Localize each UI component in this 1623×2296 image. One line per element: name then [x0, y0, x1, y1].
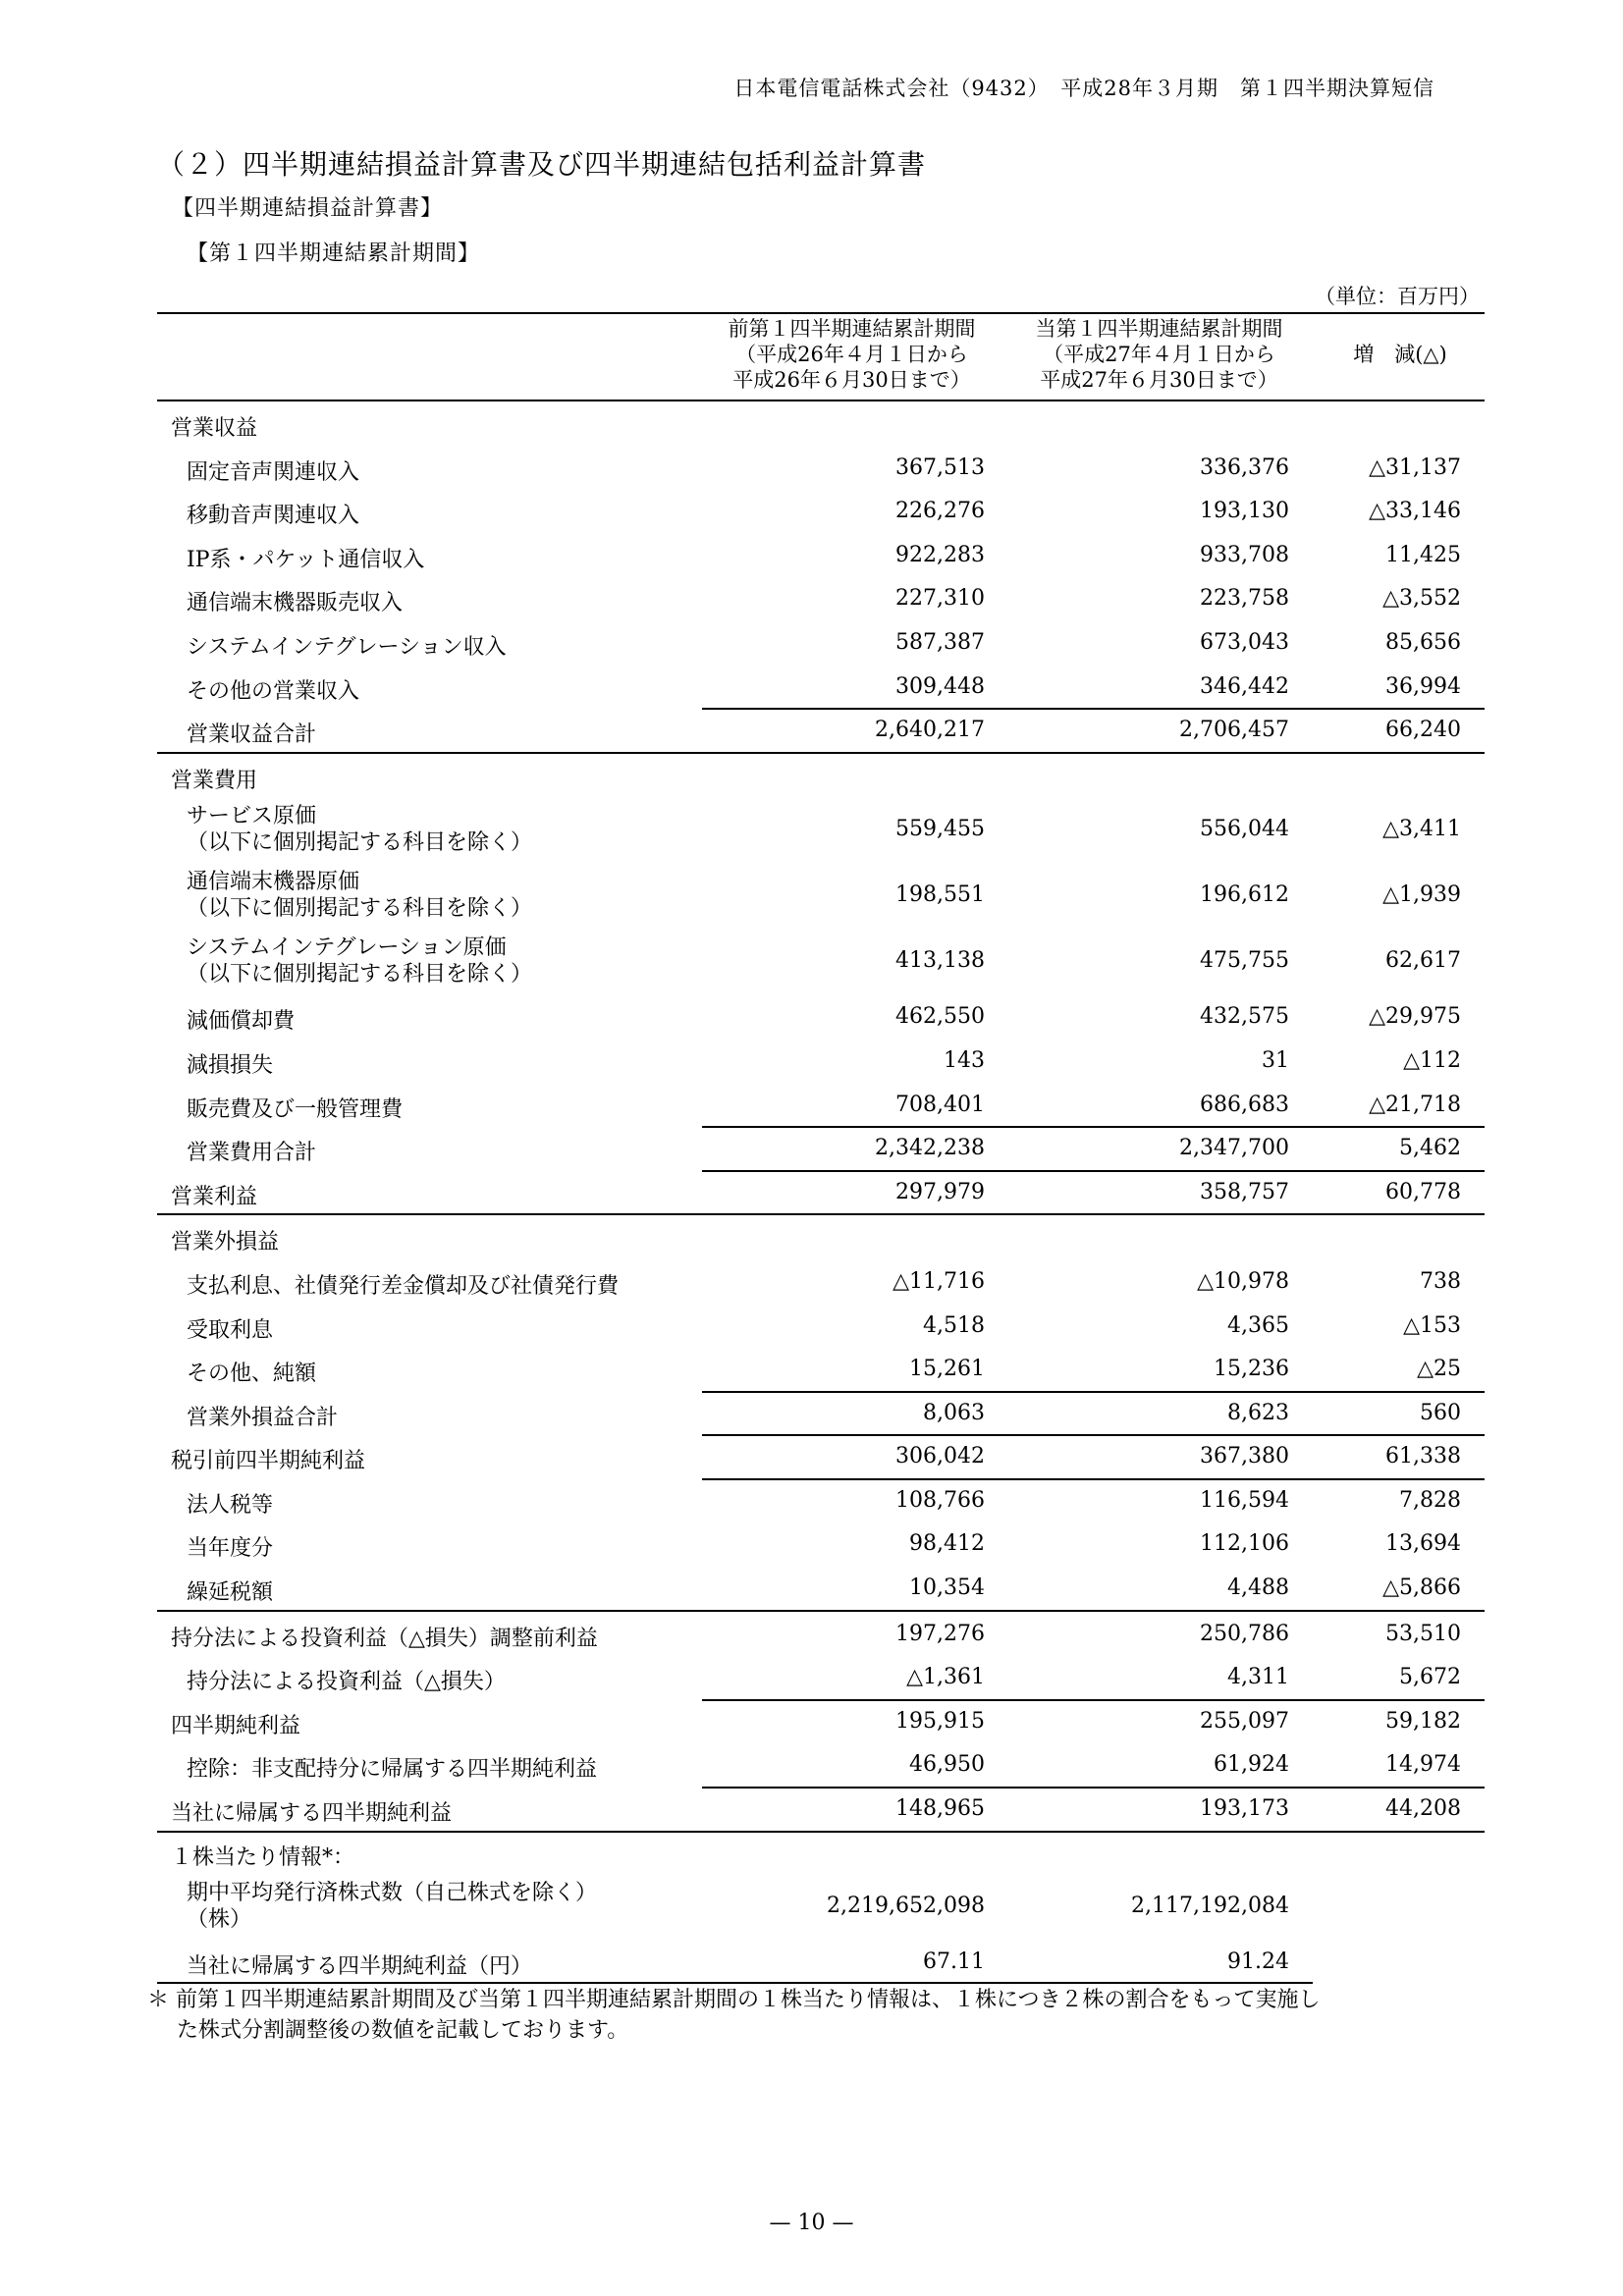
value-prev: 143 [944, 1047, 985, 1073]
value-curr: 2,117,192,084 [1131, 1894, 1289, 1919]
row-label: １株当たり情報*： [171, 1844, 355, 1870]
row-label: 税引前四半期純利益 [171, 1449, 366, 1474]
value-curr: 2,347,700 [1179, 1136, 1289, 1161]
row-label: 営業費用 [171, 768, 258, 793]
unit-label: （単位：百万円） [1315, 285, 1480, 308]
value-curr: 15,236 [1214, 1357, 1289, 1382]
row-label: 持分法による投資利益（△損失）調整前利益 [171, 1626, 598, 1651]
value-curr: 686,683 [1200, 1092, 1289, 1117]
value-curr: 31 [1262, 1047, 1289, 1073]
table-row [157, 797, 1485, 863]
table-row [157, 752, 1485, 798]
table-row [157, 533, 1485, 577]
value-diff: △29,975 [1369, 1004, 1461, 1030]
value-diff: △31,137 [1369, 454, 1461, 480]
table-row [157, 1478, 1485, 1522]
value-diff: △1,939 [1382, 882, 1461, 908]
table-row-total [157, 1170, 1485, 1214]
value-diff: △3,411 [1382, 817, 1461, 842]
value-prev: 587,387 [895, 629, 985, 655]
value-curr: 91.24 [1227, 1949, 1289, 1975]
value-curr: 61,924 [1214, 1752, 1289, 1778]
table-row [157, 1831, 1485, 1875]
value-curr: 116,594 [1200, 1487, 1289, 1513]
value-diff: △3,552 [1382, 586, 1461, 612]
row-label: 控除：非支配持分に帰属する四半期純利益 [187, 1757, 598, 1783]
column-header-diff: 増 減(△) [1353, 343, 1447, 366]
value-prev: 4,518 [923, 1312, 985, 1338]
section-title: （２）四半期連結損益計算書及び四半期連結包括利益計算書 [157, 148, 927, 181]
table-row [157, 1304, 1485, 1348]
row-label: その他、純額 [187, 1362, 317, 1387]
value-prev: 2,342,238 [875, 1136, 985, 1161]
row-label: 当社に帰属する四半期純利益（円） [187, 1954, 533, 1980]
value-curr: 336,376 [1200, 454, 1289, 480]
value-diff: 36,994 [1385, 673, 1461, 699]
value-prev: 8,063 [923, 1400, 985, 1425]
table-row-total [157, 1699, 1485, 1743]
value-curr: 2,706,457 [1179, 718, 1289, 743]
value-prev: 297,979 [895, 1179, 985, 1204]
value-curr: 358,757 [1200, 1179, 1289, 1204]
value-prev: 108,766 [895, 1487, 985, 1513]
footnote [147, 1985, 1492, 2046]
table-row [157, 994, 1485, 1039]
row-label: 減損損失 [187, 1052, 274, 1078]
value-curr: 196,612 [1200, 882, 1289, 908]
table-row-total [157, 1434, 1485, 1478]
row-label: 営業利益 [171, 1184, 258, 1209]
table-row [157, 1213, 1485, 1259]
value-diff: △112 [1403, 1047, 1461, 1073]
table-row [157, 929, 1485, 994]
table-row [157, 1742, 1485, 1787]
column-header-prev: 前第１四半期連結累計期間 （平成26年４月１日から 平成26年６月30日まで） [728, 317, 976, 392]
row-label: 販売費及び一般管理費 [187, 1096, 404, 1122]
value-diff: 560 [1420, 1400, 1461, 1425]
value-diff: 53,510 [1385, 1621, 1461, 1646]
value-curr: 367,380 [1200, 1444, 1289, 1469]
value-diff: △33,146 [1369, 499, 1461, 524]
value-curr: △10,978 [1197, 1268, 1289, 1294]
row-label: 減価償却費 [187, 1009, 296, 1035]
value-prev: △11,716 [893, 1268, 985, 1294]
row-label: サービス原価 （以下に個別掲記する科目を除く） [187, 804, 533, 856]
value-prev: 2,219,652,098 [827, 1894, 985, 1919]
value-diff: 14,974 [1385, 1752, 1461, 1778]
row-label: 四半期純利益 [171, 1713, 301, 1738]
row-label: システムインテグレーション収入 [187, 634, 507, 660]
value-curr: 4,311 [1227, 1665, 1289, 1690]
value-diff: 44,208 [1385, 1796, 1461, 1822]
value-diff: 59,182 [1385, 1708, 1461, 1734]
row-label: 営業収益 [171, 416, 258, 441]
table-row [157, 1259, 1485, 1304]
row-label: 営業外損益合計 [187, 1405, 339, 1430]
value-diff: △5,866 [1382, 1575, 1461, 1601]
value-curr: 346,442 [1200, 673, 1289, 699]
value-diff: 11,425 [1385, 542, 1461, 567]
table-row [157, 1566, 1485, 1610]
table-row [157, 446, 1485, 490]
row-label: 期中平均発行済株式数（自己株式を除く） （株） [187, 1881, 598, 1933]
footnote-line: ＊ 前第１四半期連結累計期間及び当第１四半期連結累計期間の１株当たり情報は、１株につき２株の割合をもって実施し [147, 1988, 1321, 2012]
table-row-total [157, 1787, 1485, 1831]
value-prev: 67.11 [923, 1949, 985, 1975]
page-number: — 10 — [769, 2211, 854, 2235]
value-prev: 413,138 [895, 948, 985, 974]
value-diff: △25 [1417, 1357, 1461, 1382]
value-curr: 4,488 [1227, 1575, 1289, 1601]
value-prev: 309,448 [895, 673, 985, 699]
value-diff: 60,778 [1385, 1179, 1461, 1204]
document-header: 日本電信電話株式会社（9432） 平成28年３月期 第１四半期決算短信 [733, 77, 1434, 100]
table-row [157, 665, 1485, 709]
value-prev: △1,361 [906, 1665, 985, 1690]
value-prev: 148,965 [895, 1796, 985, 1822]
row-label: 持分法による投資利益（△損失） [187, 1670, 506, 1695]
value-curr: 432,575 [1200, 1004, 1289, 1030]
value-prev: 98,412 [909, 1531, 985, 1557]
value-prev: 708,401 [895, 1092, 985, 1117]
row-label: システムインテグレーション原価 （以下に個別掲記する科目を除く） [187, 935, 533, 988]
row-label: 支払利息、社債発行差金償却及び社債発行費 [187, 1273, 620, 1299]
row-label: 繰延税額 [187, 1580, 274, 1606]
row-label: IP系・パケット通信収入 [187, 547, 425, 572]
table-row [157, 1940, 1485, 1984]
table-row [157, 1655, 1485, 1699]
value-curr: 255,097 [1200, 1708, 1289, 1734]
period-subtitle: 【第１四半期連結累計期間】 [187, 241, 481, 266]
row-label: 固定音声関連収入 [187, 459, 360, 485]
value-prev: 15,261 [909, 1357, 985, 1382]
table-row [157, 863, 1485, 929]
value-curr: 673,043 [1200, 629, 1289, 655]
value-prev: 2,640,217 [875, 718, 985, 743]
table-row [157, 1347, 1485, 1391]
value-prev: 198,551 [895, 882, 985, 908]
value-diff: 85,656 [1385, 629, 1461, 655]
value-curr: 933,708 [1200, 542, 1289, 567]
value-prev: 195,915 [895, 1708, 985, 1734]
value-curr: 475,755 [1200, 948, 1289, 974]
row-label: 通信端末機器原価 （以下に個別掲記する科目を除く） [187, 870, 533, 922]
row-label: 法人税等 [187, 1492, 274, 1518]
value-diff: 13,694 [1385, 1531, 1461, 1557]
footnote-line: た株式分割調整後の数値を記載しております。 [177, 2018, 629, 2043]
value-prev: 10,354 [909, 1575, 985, 1601]
column-header-curr: 当第１四半期連結累計期間 （平成27年４月１日から 平成27年６月30日まで） [1035, 317, 1283, 392]
row-label: その他の営業収入 [187, 678, 360, 704]
section-subtitle: 【四半期連結損益計算書】 [172, 196, 444, 221]
table-row [157, 620, 1485, 665]
table-row [157, 576, 1485, 620]
row-label: 営業費用合計 [187, 1141, 317, 1166]
value-diff: △21,718 [1369, 1092, 1461, 1117]
value-prev: 46,950 [909, 1752, 985, 1778]
row-label: 営業収益合計 [187, 722, 317, 748]
value-prev: 559,455 [895, 817, 985, 842]
value-prev: 226,276 [895, 499, 985, 524]
value-prev: 462,550 [895, 1004, 985, 1030]
value-curr: 193,130 [1200, 499, 1289, 524]
value-diff: 62,617 [1385, 948, 1461, 974]
value-curr: 8,623 [1227, 1400, 1289, 1425]
value-curr: 112,106 [1200, 1531, 1289, 1557]
value-diff: 61,338 [1385, 1444, 1461, 1469]
value-prev: 367,513 [895, 454, 985, 480]
value-diff: 66,240 [1385, 718, 1461, 743]
value-prev: 227,310 [895, 586, 985, 612]
value-prev: 197,276 [895, 1621, 985, 1646]
value-diff: 5,672 [1399, 1665, 1461, 1690]
value-curr: 250,786 [1200, 1621, 1289, 1646]
table-row [157, 489, 1485, 533]
value-prev: 306,042 [895, 1444, 985, 1469]
table-row-total [157, 1391, 1485, 1435]
value-diff: 5,462 [1399, 1136, 1461, 1161]
income-statement-table [157, 312, 1485, 1984]
row-label: 営業外損益 [171, 1230, 280, 1255]
value-curr: 4,365 [1227, 1312, 1289, 1338]
value-diff: 738 [1420, 1268, 1461, 1294]
table-row-total [157, 708, 1485, 752]
value-diff: △153 [1403, 1312, 1461, 1338]
table-row [157, 1039, 1485, 1083]
value-diff: 7,828 [1399, 1487, 1461, 1513]
table-row-total [157, 1126, 1485, 1170]
table-row [157, 1083, 1485, 1127]
value-curr: 556,044 [1200, 817, 1289, 842]
table-row-total [157, 1610, 1485, 1656]
table-header [157, 312, 1485, 401]
row-label: 移動音声関連収入 [187, 504, 360, 529]
row-label: 当年度分 [187, 1536, 274, 1562]
value-prev: 922,283 [895, 542, 985, 567]
row-label: 当社に帰属する四半期純利益 [171, 1801, 453, 1827]
value-curr: 223,758 [1200, 586, 1289, 612]
row-label: 通信端末機器販売収入 [187, 591, 404, 616]
table-row [157, 401, 1485, 446]
table-row [157, 1874, 1485, 1940]
row-label: 受取利息 [187, 1317, 274, 1343]
table-row [157, 1522, 1485, 1566]
value-curr: 193,173 [1200, 1796, 1289, 1822]
